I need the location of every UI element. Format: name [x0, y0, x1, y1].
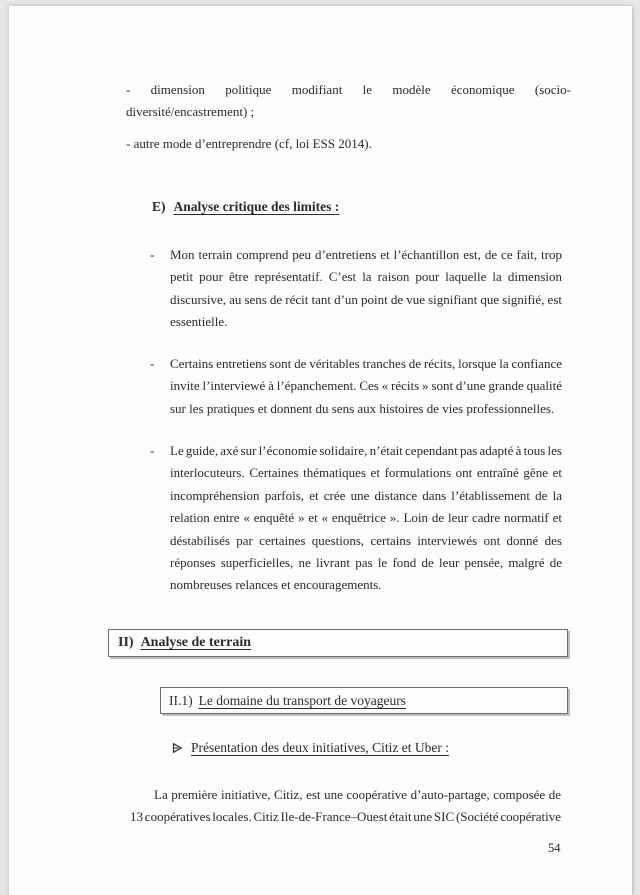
text-line: réponses superficielles, ne livrant pas le fond de leur pensée, malgré de [170, 554, 562, 570]
bullet-text [170, 244, 562, 334]
text-line: déstabilisés par certaines questions, certains interviewés ont donné des [170, 532, 562, 548]
arrowhead-right-icon [172, 742, 183, 754]
subsection-ii1-heading-box [160, 687, 568, 714]
text-line: nombreuses relances et encouragements. [170, 577, 382, 593]
text-line: relation entre « enquêté » et « enquêtrice ». Loin de leur cadre normatif et [170, 510, 562, 526]
presentation-heading-item [172, 737, 449, 759]
text-line: Certains entretiens sont de véritables tranches de récits, lorsque la confiance [170, 356, 562, 371]
page-number: 54 [548, 841, 561, 855]
section-e-heading [152, 196, 339, 218]
text-line: incompréhension parfois, et crée une distance dans l’établissement de la [170, 487, 562, 503]
text-line: - dimension politique modifiant le modèle économique (socio- [126, 82, 571, 97]
subsection-ii1-title: Le domaine du transport de voyageurs [198, 692, 406, 708]
intro-list-item-2: - autre mode d’entreprendre (cf, loi ESS 2014). [126, 136, 372, 151]
bullet-marker: - [150, 443, 155, 458]
bullet-marker: - [150, 247, 155, 262]
text-line: 13 coopératives locales. Citiz Ile-de-France–Ouest était une SIC (Société coopérative [130, 809, 561, 825]
text-line: Mon terrain comprend peu d’entretiens et l’échantillon est, de ce fait, trop [170, 247, 562, 262]
bullet-text [170, 353, 562, 420]
section-e-prefix: E) [152, 199, 166, 214]
text-line: diversité/encastrement) ; [126, 104, 255, 120]
text-line: petit pour être représentatif. C’est la raison pour laquelle la dimension [170, 269, 562, 285]
text-line: sur les pratiques et donnent du sens aux histoires de vies professionnelles. [170, 400, 555, 416]
text-line: La première initiative, Citiz, est une coopérative d’auto-partage, composée de [154, 787, 561, 802]
section-ii-title: Analyse de terrain [140, 635, 251, 650]
limits-bullet-1 [150, 244, 562, 334]
limits-bullet-3 [150, 440, 562, 597]
bullet-marker: - [150, 356, 155, 371]
section-ii-heading-box [108, 629, 568, 657]
intro-list-item-1 [126, 79, 571, 124]
text-line: Le guide, axé sur l’économie solidaire, n’était cependant pas adapté à tous les [170, 443, 562, 458]
text-line: discursive, au sens de récit tant d’un point de vue signifiant que signifié, est [170, 291, 562, 307]
limits-bullet-2 [150, 353, 562, 420]
bullet-text [170, 440, 562, 597]
subsection-ii1-prefix: II.1) [169, 692, 193, 708]
section-e-title: Analyse critique des limites : [173, 199, 340, 214]
text-line: essentielle. [170, 314, 228, 330]
text-line: invite l’interviewé à l’épanchement. Ces « récits » sont d’une grande qualité [170, 378, 562, 394]
presentation-title: Présentation des deux initiatives, Citiz et Uber : [191, 740, 449, 755]
document-page [9, 6, 632, 895]
text-line: interlocuteurs. Certaines thématiques et formulations ont entraîné gêne et [170, 465, 562, 481]
section-ii-prefix: II) [118, 635, 134, 650]
body-paragraph [130, 784, 561, 829]
